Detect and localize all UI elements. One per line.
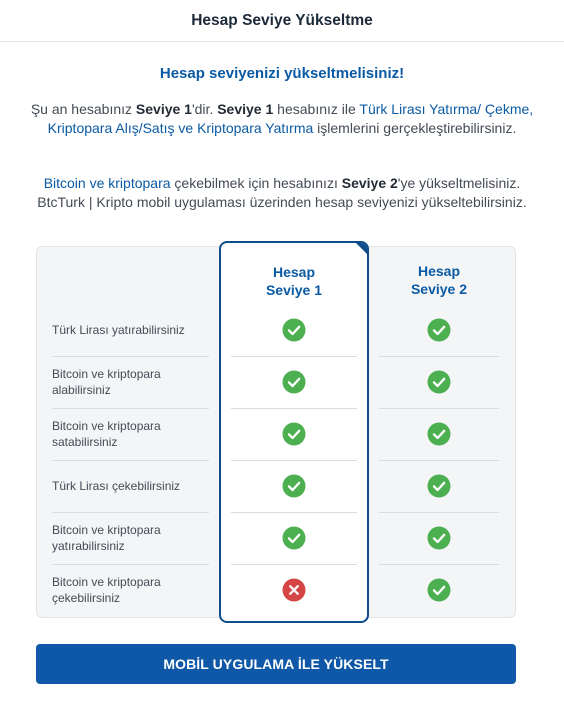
level-name: Seviye 1	[135, 101, 192, 117]
info-text: işlemlerini gerçekleştirebilirsiniz.	[313, 119, 517, 136]
level-2-header-line: Seviye 2	[410, 281, 468, 297]
row-divider	[52, 356, 209, 357]
row-divider	[231, 564, 357, 565]
row-divider	[379, 512, 499, 513]
level-2-header	[364, 262, 514, 298]
info-text: Şu an hesabınız	[30, 101, 136, 117]
check-icon	[427, 474, 451, 498]
info-text: 'ye yükseltmelisiniz. BtcTurk | Kripto mobil uygulaması üzerinden hesap seviyenizi yükseltebilirsiniz.	[37, 175, 527, 210]
level-name: Seviye 2	[341, 175, 398, 191]
row-divider	[52, 460, 209, 461]
upgrade-via-mobile-app-button[interactable]: MOBİL UYGULAMA İLE YÜKSELT	[36, 644, 516, 684]
allowed-operations-text: Türk Lirası Yatırma/ Çekme, Kriptopara Alış/Satış ve Kriptopara Yatırma	[47, 101, 534, 136]
row-divider	[231, 356, 357, 357]
feature-label: Türk Lirası yatırabilirsiniz	[52, 323, 185, 337]
modal-header	[0, 0, 564, 42]
feature-label: Bitcoin ve kriptopara satabilirsiniz	[52, 419, 161, 449]
check-icon	[282, 422, 306, 446]
level-name: Seviye 1	[217, 101, 274, 117]
row-divider	[52, 564, 209, 565]
feature-label: Bitcoin ve kriptopara çekebilirsiniz	[52, 575, 161, 605]
upgrade-info	[30, 174, 534, 211]
row-divider	[231, 512, 357, 513]
info-text: 'dir.	[191, 101, 218, 117]
modal-title: Hesap Seviye Yükseltme	[191, 11, 373, 29]
check-icon	[282, 526, 306, 550]
feature-label: Bitcoin ve kriptopara alabilirsiniz	[52, 367, 161, 397]
current-level-marker	[355, 242, 368, 255]
info-text: çekebilmek için hesabınızı	[170, 175, 342, 191]
check-icon	[427, 318, 451, 342]
check-icon	[282, 318, 306, 342]
row-divider	[379, 356, 499, 357]
upgrade-subtitle: Hesap seviyenizi yükseltmelisiniz!	[159, 65, 405, 82]
row-divider	[379, 460, 499, 461]
level-1-header	[219, 263, 369, 299]
row-divider	[52, 408, 209, 409]
feature-label: Türk Lirası çekebilirsiniz	[52, 479, 181, 493]
current-level-info	[30, 100, 534, 137]
row-divider	[379, 408, 499, 409]
check-icon	[282, 370, 306, 394]
cross-icon	[282, 578, 306, 602]
level-1-header-line: Hesap	[272, 264, 316, 280]
row-divider	[379, 564, 499, 565]
check-icon	[427, 370, 451, 394]
level-2-header-line: Hesap	[417, 263, 461, 279]
check-icon	[427, 422, 451, 446]
level-1-header-line: Seviye 1	[265, 282, 323, 298]
info-text: hesabınız ile	[273, 101, 360, 117]
row-divider	[231, 408, 357, 409]
check-icon	[427, 526, 451, 550]
check-icon	[282, 474, 306, 498]
row-divider	[52, 512, 209, 513]
crypto-withdraw-text: Bitcoin ve kriptopara	[43, 175, 171, 191]
check-icon	[427, 578, 451, 602]
feature-label: Bitcoin ve kriptopara yatırabilirsiniz	[52, 523, 161, 553]
row-divider	[231, 460, 357, 461]
